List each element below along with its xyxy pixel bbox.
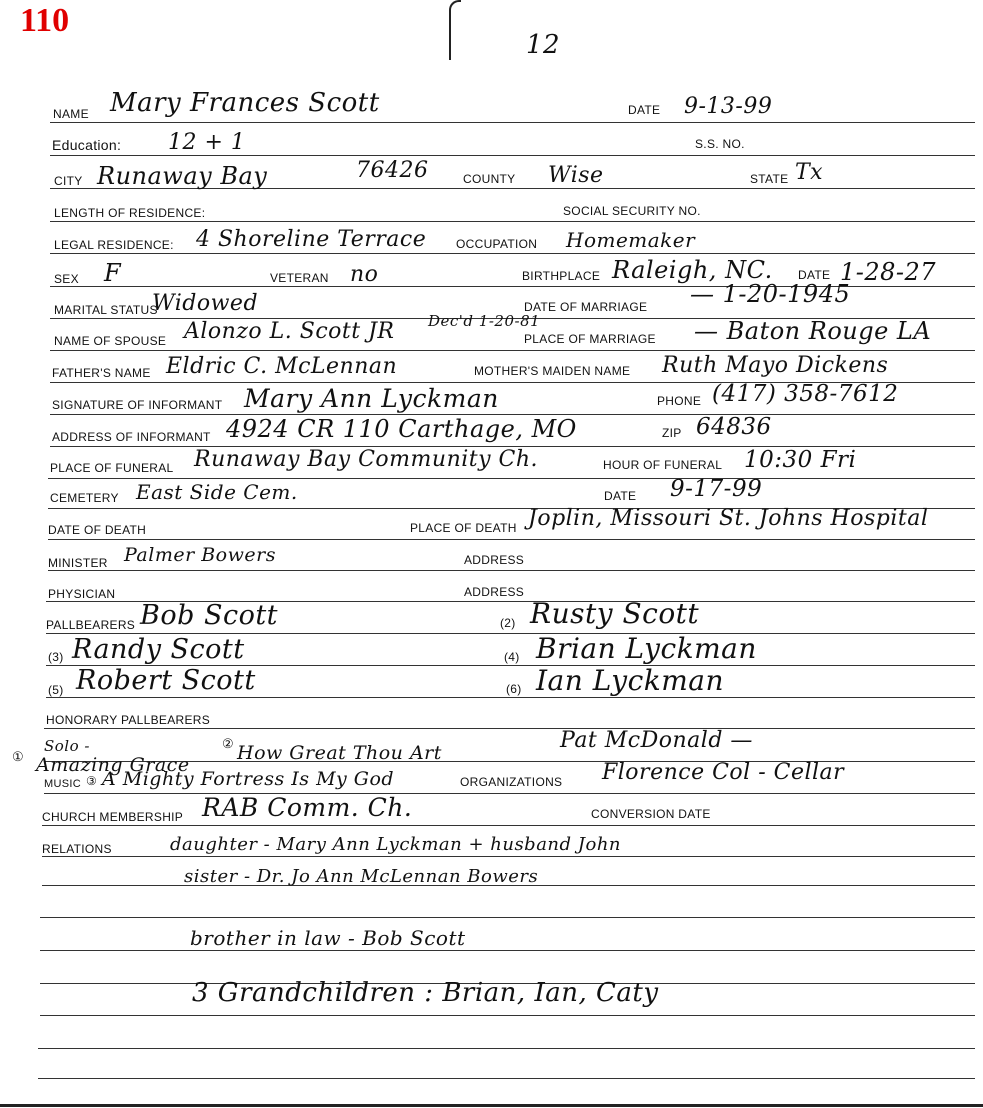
county-label: COUNTY [463,172,516,186]
social-security-no-label: SOCIAL SECURITY NO. [563,204,701,218]
organizations-label: ORGANIZATIONS [460,775,563,789]
cemetery-date-label: DATE [604,489,637,503]
spouse-value: Alonzo L. Scott JR [184,319,395,344]
name-of-spouse-label: NAME OF SPOUSE [54,334,167,348]
music-3-value: A Mighty Fortress Is My God [102,768,395,790]
solo-note: Solo - [44,737,90,755]
address-of-informant-label: ADDRESS OF INFORMANT [52,430,211,444]
cemetery-date-value: 9-17-99 [670,476,763,502]
legal-residence-value: 4 Shoreline Terrace [196,227,427,252]
zip-value: 64836 [696,414,772,440]
pallbearer-2-label: (2) [500,616,516,630]
date-value: 9-13-99 [684,94,773,119]
music-number-3: ③ [86,774,98,788]
relation-line-3: brother in law - Bob Scott [190,926,466,950]
place-of-funeral-label: PLACE OF FUNERAL [50,461,174,475]
date-of-death-label: DATE OF DEATH [48,523,147,537]
state-label: STATE [750,172,789,186]
birthplace-value: Raleigh, NC. [612,256,773,284]
date-label: DATE [628,103,661,117]
organizations-value: Florence Col - Cellar [602,760,845,785]
pallbearer-5-value: Robert Scott [76,665,256,696]
education-label: Education: [52,137,122,153]
mothers-maiden-name-value: Ruth Mayo Dickens [662,353,889,378]
address-of-informant-value: 4924 CR 110 Carthage, MO [226,415,577,443]
relation-line-4: 3 Grandchildren : Brian, Ian, Caty [192,978,659,1008]
pallbearer-2-value: Rusty Scott [530,597,700,630]
pallbearer-3-label: (3) [48,650,64,664]
county-value: Wise [548,163,604,188]
birth-date-value: 1-28-27 [840,258,937,286]
legal-residence-label: LEGAL RESIDENCE: [54,238,174,252]
city-zip-value: 76426 [356,158,429,183]
place-of-funeral-value: Runaway Bay Community Ch. [194,447,539,472]
place-of-death-label: PLACE OF DEATH [410,521,517,535]
page-bottom-edge [0,1104,983,1107]
pallbearer-6-value: Ian Lyckman [536,664,725,697]
page-mark: 12 [526,30,561,60]
birth-date-label: DATE [798,268,831,282]
relations-label: RELATIONS [42,842,112,856]
ss-no-label: S.S. NO. [695,137,745,151]
marital-status-value: Widowed [152,291,259,316]
place-of-marriage-value: — Baton Rouge LA [694,317,932,345]
pallbearers-label: PALLBEARERS [46,618,136,632]
music-label: MUSIC [44,778,81,790]
relation-line-1: daughter - Mary Ann Lyckman + husband John [170,834,622,855]
binder-mark [449,0,461,60]
marital-status-label: MARITAL STATUS [54,303,158,317]
veteran-label: VETERAN [270,271,329,285]
pallbearer-4-label: (4) [504,650,520,664]
education-value: 12 + 1 [168,130,246,155]
relation-line-2: sister - Dr. Jo Ann McLennan Bowers [184,866,539,887]
conversion-date-label: CONVERSION DATE [591,807,711,821]
honorary-pallbearers-label: HONORARY PALLBEARERS [46,713,211,727]
mothers-maiden-name-label: MOTHER'S MAIDEN NAME [474,364,631,378]
date-of-marriage-value: — 1-20-1945 [690,280,851,308]
date-of-marriage-label: DATE OF MARRIAGE [524,300,648,314]
veteran-value: no [350,262,379,287]
occupation-label: OCCUPATION [456,237,538,251]
pallbearer-1-value: Bob Scott [140,600,279,631]
signature-of-informant-label: SIGNATURE OF INFORMANT [52,398,223,412]
city-label: CITY [54,174,83,188]
minister-value: Palmer Bowers [124,544,276,566]
city-value: Runaway Bay [97,162,268,190]
sex-value: F [104,259,122,287]
name-value: Mary Frances Scott [110,88,380,118]
minister-address-label: ADDRESS [464,553,525,567]
name-label: NAME [53,107,89,121]
birthplace-label: BIRTHPLACE [522,269,601,283]
cemetery-label: CEMETERY [50,491,119,505]
hour-of-funeral-value: 10:30 Fri [744,447,857,473]
state-value: Tx [795,160,824,185]
length-of-residence-label: LENGTH OF RESIDENCE: [54,206,206,220]
fathers-name-value: Eldric C. McLennan [166,354,398,379]
occupation-value: Homemaker [566,228,696,252]
minister-label: MINISTER [48,556,108,570]
place-of-death-value: Joplin, Missouri St. Johns Hospital [528,506,929,531]
signature-of-informant-value: Mary Ann Lyckman [244,384,499,413]
place-of-marriage-label: PLACE OF MARRIAGE [524,332,656,346]
spouse-death-note: Dec'd 1-20-81 [428,312,541,330]
hour-of-funeral-label: HOUR OF FUNERAL [603,458,723,472]
fathers-name-label: FATHER'S NAME [52,366,151,380]
cemetery-value: East Side Cem. [136,480,298,504]
music-number-2: ② [222,737,235,752]
zip-label: ZIP [662,426,682,440]
pallbearer-3-value: Randy Scott [72,634,245,665]
pallbearer-5-label: (5) [48,683,64,697]
church-membership-label: CHURCH MEMBERSHIP [42,810,184,824]
music-2-value: How Great Thou Art [237,742,442,764]
sex-label: SEX [54,272,79,286]
physician-label: PHYSICIAN [48,587,116,601]
pallbearer-4-value: Brian Lyckman [536,632,757,665]
page-number: 110 [20,2,70,39]
music-1-value: Amazing Grace [36,754,190,776]
music-number-1: ① [12,750,25,765]
honorary-pallbearers-value: Pat McDonald — [560,728,753,753]
phone-value: (417) 358-7612 [712,381,899,407]
physician-address-label: ADDRESS [464,585,525,599]
phone-label: PHONE [657,394,702,408]
church-membership-value: RAB Comm. Ch. [202,793,413,822]
pallbearer-6-label: (6) [506,682,522,696]
